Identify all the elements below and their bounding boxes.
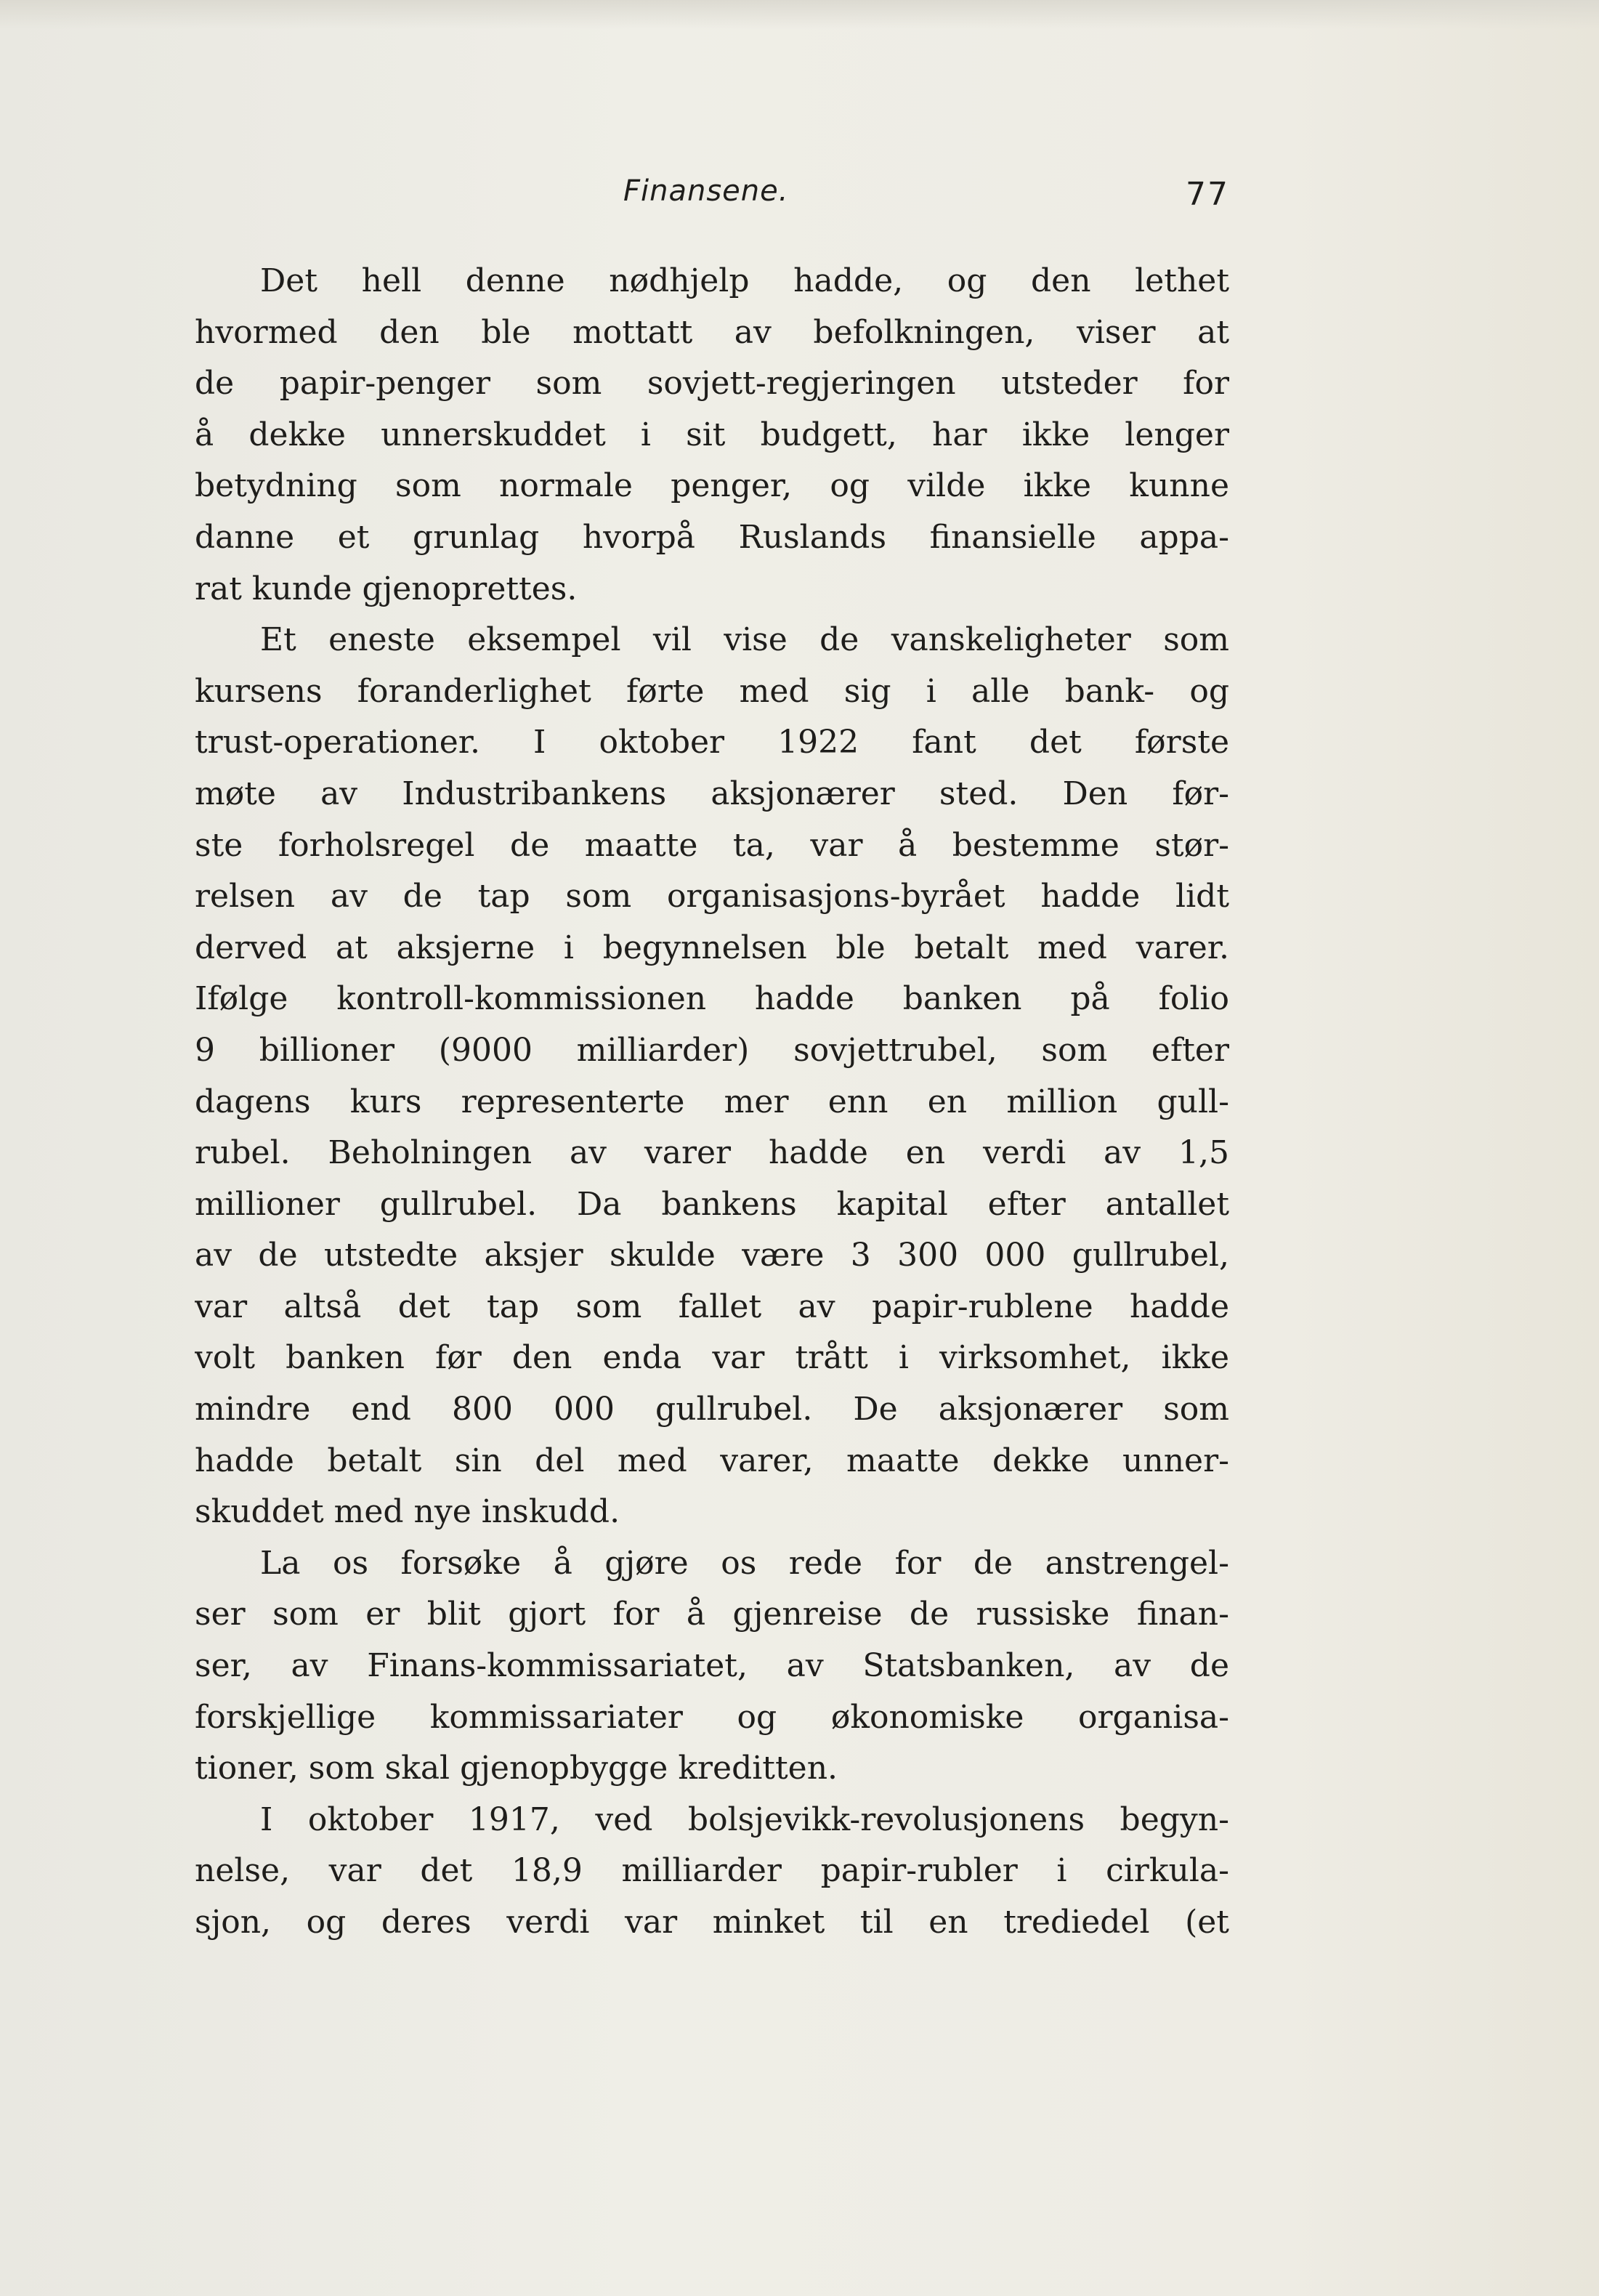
text-line: Et eneste eksempel vil vise de vanskeligheter som (260, 621, 1229, 659)
text-line: danne et grunlag hvorpå Ruslands finansielle appa- (195, 518, 1229, 556)
text-line: ser som er blit gjort for å gjenreise de russiske finan- (195, 1596, 1229, 1633)
text-line: forskjellige kommissariater og økonomiske organisa- (195, 1698, 1229, 1736)
text-line: nelse, var det 18,9 milliarder papir-rubler i cirkula- (195, 1852, 1229, 1890)
text-line: La os forsøke å gjøre os rede for de anstrengel- (260, 1544, 1229, 1582)
text-line: I oktober 1917, ved bolsjevikk-revolusjonens begyn- (260, 1800, 1229, 1838)
text-line: skuddet med nye inskudd. (195, 1493, 620, 1531)
text-line: ser, av Finans-kommissariatet, av Statsbanken, av de (195, 1647, 1229, 1685)
text-line: relsen av de tap som organisasjons-byrået hadde lidt (195, 878, 1229, 915)
text-line: rubel. Beholningen av varer hadde en verdi av 1,5 (195, 1134, 1229, 1172)
text-line: sjon, og deres verdi var minket til en trediedel (et (195, 1904, 1229, 1941)
text-line: av de utstedte aksjer skulde være 3 300 000 gullrubel, (195, 1237, 1229, 1274)
text-line: rat kunde gjenoprettes. (195, 570, 578, 607)
text-line: å dekke unnerskuddet i sit budgett, har ikke lenger (195, 416, 1229, 453)
scan-edge-shadow (0, 0, 1599, 29)
page-number: 77 (1186, 176, 1229, 213)
text-line: Det hell denne nødhjelp hadde, og den lethet (260, 262, 1229, 299)
text-line: dagens kurs representerte mer enn en million gull- (195, 1083, 1229, 1120)
text-line: trust-operationer. I oktober 1922 fant det første (195, 724, 1229, 761)
text-line: ste forholsregel de maatte ta, var å bestemme stør- (195, 826, 1229, 864)
text-line: volt banken før den enda var trått i virksomhet, ikke (195, 1339, 1229, 1377)
text-line: de papir-penger som sovjett-regjeringen utsteder for (195, 365, 1229, 403)
text-line: møte av Industribankens aksjonærer sted. Den før- (195, 775, 1229, 812)
page-header (195, 169, 1229, 227)
text-line: 9 billioner (9000 milliarder) sovjettrubel, som efter (195, 1031, 1229, 1069)
text-line: tioner, som skal gjenopbygge kreditten. (195, 1750, 838, 1787)
text-line: millioner gullrubel. Da bankens kapital efter antallet (195, 1185, 1229, 1223)
text-line: hvormed den ble mottatt av befolkningen, viser at (195, 313, 1229, 351)
running-title: Finansene. (623, 174, 789, 208)
text-line: betydning som normale penger, og vilde ikke kunne (195, 467, 1229, 505)
text-line: derved at aksjerne i begynnelsen ble betalt med varer. (195, 929, 1229, 966)
body-text (195, 256, 1229, 1949)
text-line: mindre end 800 000 gullrubel. De aksjonærer som (195, 1391, 1229, 1428)
text-line: kursens foranderlighet førte med sig i alle bank- og (195, 672, 1229, 710)
text-line: var altså det tap som fallet av papir-rublene hadde (195, 1288, 1229, 1325)
text-line: Ifølge kontroll-kommissionen hadde banken på folio (195, 980, 1229, 1018)
text-line: hadde betalt sin del med varer, maatte dekke unner- (195, 1442, 1229, 1479)
